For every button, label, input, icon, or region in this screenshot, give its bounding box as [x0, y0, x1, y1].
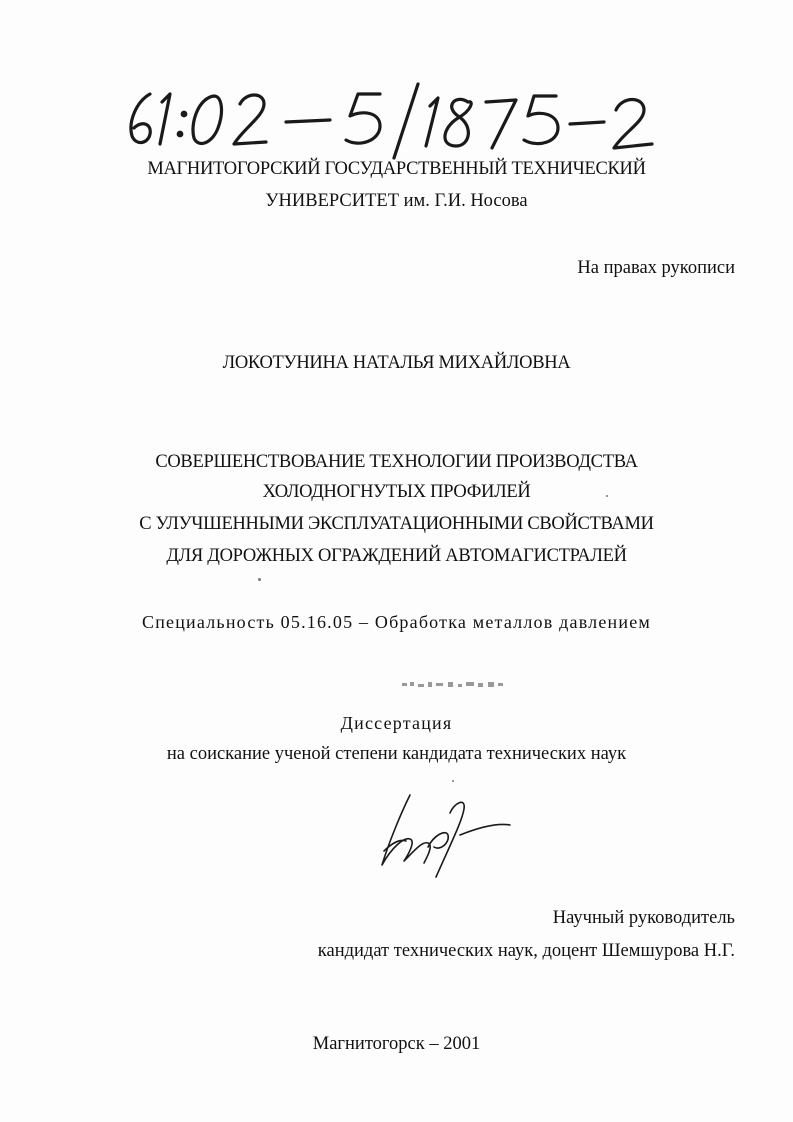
author-name: ЛОКОТУНИНА НАТАЛЬЯ МИХАЙЛОВНА	[222, 353, 571, 373]
specialty: Специальность 05.16.05 – Обработка металлов давлением	[142, 612, 651, 632]
place-year: Магнитогорск – 2001	[312, 1034, 481, 1054]
scan-speck	[452, 780, 454, 782]
degree-line: на соискание ученой степени кандидата технических наук	[166, 744, 627, 764]
title-line-3: С УЛУЧШЕННЫМИ ЭКСПЛУАТАЦИОННЫМИ СВОЙСТВАМИ	[139, 514, 654, 534]
scan-speck	[258, 578, 261, 581]
faint-stamp-trace	[400, 678, 510, 692]
supervisor-name: кандидат технических наук, доцент Шемшурова Н.Г.	[317, 941, 735, 961]
institution-line-1: МАГНИТОГОРСКИЙ ГОСУДАРСТВЕННЫЙ ТЕХНИЧЕСКИЙ	[147, 159, 646, 179]
work-type: Диссертация	[340, 713, 453, 733]
title-line-1: СОВЕРШЕНСТВОВАНИЕ ТЕХНОЛОГИИ ПРОИЗВОДСТВА	[155, 452, 638, 472]
title-line-2: ХОЛОДНОГНУТЫХ ПРОФИЛЕЙ	[262, 482, 531, 502]
scan-speck	[606, 495, 608, 497]
supervisor-label: Научный руководитель	[552, 908, 735, 928]
manuscript-rights: На правах рукописи	[577, 258, 735, 278]
institution-line-2: УНИВЕРСИТЕТ им. Г.И. Носова	[265, 191, 528, 211]
handwritten-archive-code	[118, 72, 658, 162]
title-line-4: ДЛЯ ДОРОЖНЫХ ОГРАЖДЕНИЙ АВТОМАГИСТРАЛЕЙ	[166, 546, 627, 566]
handwritten-signature	[370, 785, 520, 880]
